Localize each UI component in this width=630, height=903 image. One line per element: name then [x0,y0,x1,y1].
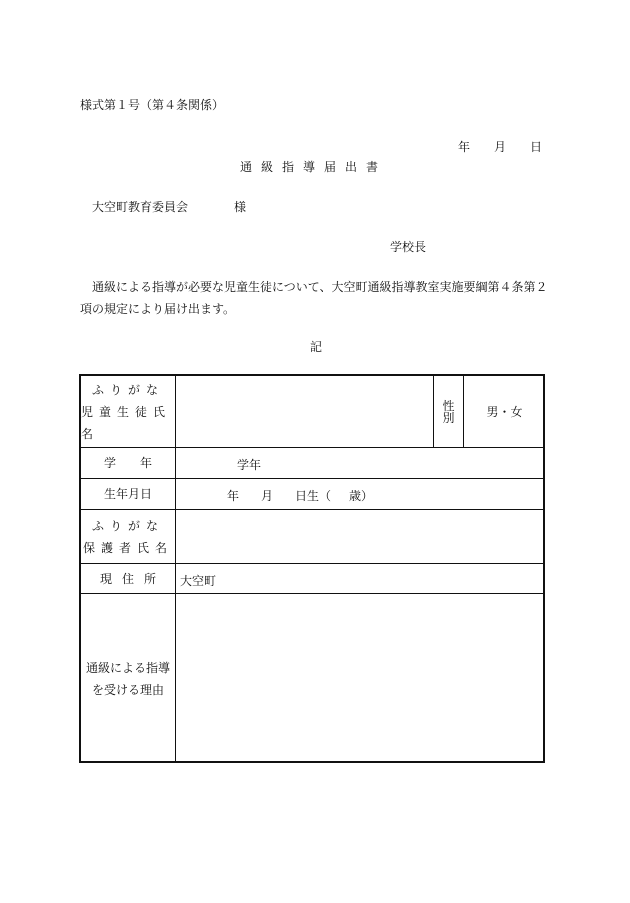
gender-options-text: 男・女 [486,405,523,419]
address-prefix: 大空町 [180,574,217,588]
addressee [92,198,246,215]
reason-label-line1: 通級による指導 [85,660,170,675]
body-text: 通級による指導が必要な児童生徒について、大空町通級指導教室実施要綱第４条第２項の規定により届け出ます。 [80,280,548,316]
gender-label: 性別 [442,398,455,425]
date-month-label: 月 [494,140,507,154]
student-furigana-label: ふりがな [91,382,164,397]
guardian-name-field[interactable] [176,510,545,563]
date-day-label: 日 [530,140,543,154]
signatory-label: 学校長 [390,240,427,254]
birth-day-unit: 日生（ [295,489,332,503]
address-label-cell [81,564,175,593]
student-name-label: 児童生徒氏名 [81,404,172,441]
birth-year-unit: 年 [227,489,240,503]
reason-label-cell [81,594,175,763]
date-year-label: 年 [458,140,471,154]
gender-label-cell [434,376,463,447]
student-name-label-cell [81,376,175,447]
grade-label: 学年 [103,456,176,470]
notification-form-table [79,374,545,763]
grade-unit: 学年 [237,458,262,472]
reason-field[interactable] [176,594,545,761]
reason-label-line2: を受ける理由 [91,682,164,697]
age-unit: 歳） [349,489,374,503]
birthdate-label-cell [81,479,175,509]
birth-month-unit: 月 [261,489,274,503]
grade-label-cell [81,448,175,478]
ki-heading: 記 [310,340,323,354]
document-title: 通級指導届出書 [240,160,388,174]
birthdate-label: 生年月日 [103,487,152,501]
addressee-name: 大空町教育委員会 [92,200,189,214]
form-number: 様式第１号（第４条関係） [80,98,225,112]
gender-options[interactable] [464,376,545,447]
grade-field[interactable] [237,456,261,473]
guardian-label-cell [81,510,175,563]
guardian-name-label: 保護者氏名 [82,540,173,555]
address-label: 現住所 [99,571,166,586]
student-name-field[interactable] [176,376,433,447]
date-line [458,138,542,155]
guardian-furigana-label: ふりがな [91,518,164,533]
addressee-honorific: 様 [234,200,247,214]
birthdate-field[interactable] [227,487,373,504]
address-field[interactable] [180,572,216,589]
